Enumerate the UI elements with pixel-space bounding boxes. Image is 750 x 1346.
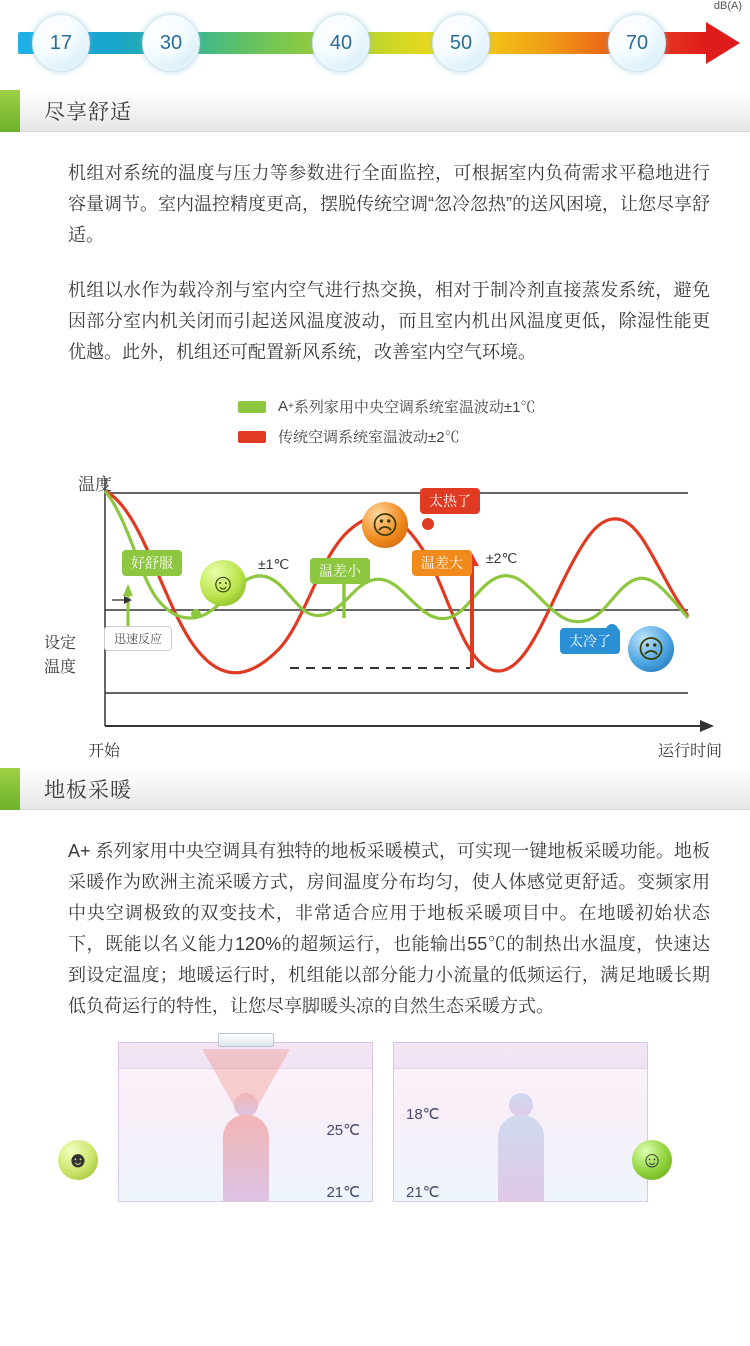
section-title: 地板采暖 [44,778,132,802]
person-head [234,1093,258,1117]
person-body [498,1115,544,1201]
comfort-paragraph-2: 机组以水作为载冷剂与室内空气进行热交换，相对于制冷剂直接蒸发系统，避免因部分室内机关闭而引起送风温度波动，而且室内机出风温度更低，除湿性能更优越。此外，机组还可配置新风系统，改善室内空气环境。 [68,280,710,362]
room-temp-lower: 21℃ [326,1184,360,1201]
noise-arrow-icon [706,22,740,64]
room-temp-lower: 21℃ [406,1184,440,1201]
section-accent-tab [0,768,20,810]
person-silhouette [497,1093,545,1201]
person-head [509,1093,533,1117]
chart-plot-svg [0,378,750,768]
annotation-plus-minus-2: ±2℃ [486,550,518,566]
chart-x-start-label: 开始 [88,743,121,760]
person-silhouette [222,1093,270,1201]
noise-tick-bubble: 70 [608,14,666,72]
person-body [223,1115,269,1201]
noise-tick-bubble: 50 [432,14,490,72]
annotation-comfortable: 好舒服 [122,550,182,576]
set-temp-line1: 设定 [44,635,77,652]
annotation-too-cold: 太冷了 [560,628,620,654]
noise-tick-bubble: 40 [312,14,370,72]
legend-label-green: 系列家用中央空调系统室温波动±1℃ [293,399,536,416]
legend-label-green-prefix: A [278,398,289,415]
chart-x-end-label: 运行时间 [657,743,722,760]
comfort-paragraph-1: 机组对系统的温度与压力等参数进行全面监控，可根据室内负荷需求平稳地进行容量调节。室内温控精度更高，摆脱传统空调“忽冷忽热”的送风困境，让您尽享舒适。 [68,163,710,245]
annotation-small-diff: 温差小 [310,558,370,584]
noise-scale [0,0,750,90]
section-header-comfort [0,90,750,132]
happy-face-icon: ☺ [200,560,246,606]
annotation-large-diff: 温差大 [412,550,472,576]
annotation-plus-minus-1: ±1℃ [258,556,290,572]
floor-heating-paragraph: A+ 系列家用中央空调具有独特的地板采暖模式，可实现一键地板采暖功能。地板采暖作为欧洲主流采暖方式，房间温度分布均匀，使人体感觉更舒适。变频家用中央空调极致的双变技术，非常适合应用于地板采暖项目中。在地暖初始状态下，既能以名义能力120%的超频运行，也能输出55℃的制热出水温度，快速达到设定温度；地暖运行时，机组能以部分能力小流量的低频运行，满足地暖长期低负荷运行的特性，让您尽享脚暖头凉的自然生态采暖方式。 [68,841,710,1016]
legend-label-green-sup: + [288,401,294,412]
noise-tick-bubble: 17 [32,14,90,72]
conventional-room [393,1042,648,1202]
temperature-fluctuation-chart [0,378,750,768]
floor-heating-room [118,1042,373,1202]
legend-label-red: 传统空调系统室温波动±2℃ [278,429,460,446]
section-header-floor-heating [0,768,750,810]
noise-tick-bubble: 30 [142,14,200,72]
ceiling-ac-unit-icon [218,1033,274,1047]
room-temp-upper: 18℃ [406,1106,440,1123]
confused-face-icon: ☻ [58,1140,98,1180]
hot-face-icon: ☹ [362,502,408,548]
annotation-fast-response: 迅速反应 [104,626,172,651]
set-temp-line2: 温度 [44,659,77,676]
section-title: 尽享舒适 [44,100,132,124]
room-comparison-illustration [0,1032,750,1202]
happy-face-icon: ☺ [632,1140,672,1180]
annotation-too-hot: 太热了 [420,488,480,514]
chart-y-axis-label: 温度 [78,475,112,494]
noise-unit-label: dB(A) [713,0,742,12]
room-ceiling [394,1043,647,1069]
room-temp-upper: 25℃ [326,1122,360,1139]
section-accent-tab [0,90,20,132]
cold-face-icon: ☹ [628,626,674,672]
